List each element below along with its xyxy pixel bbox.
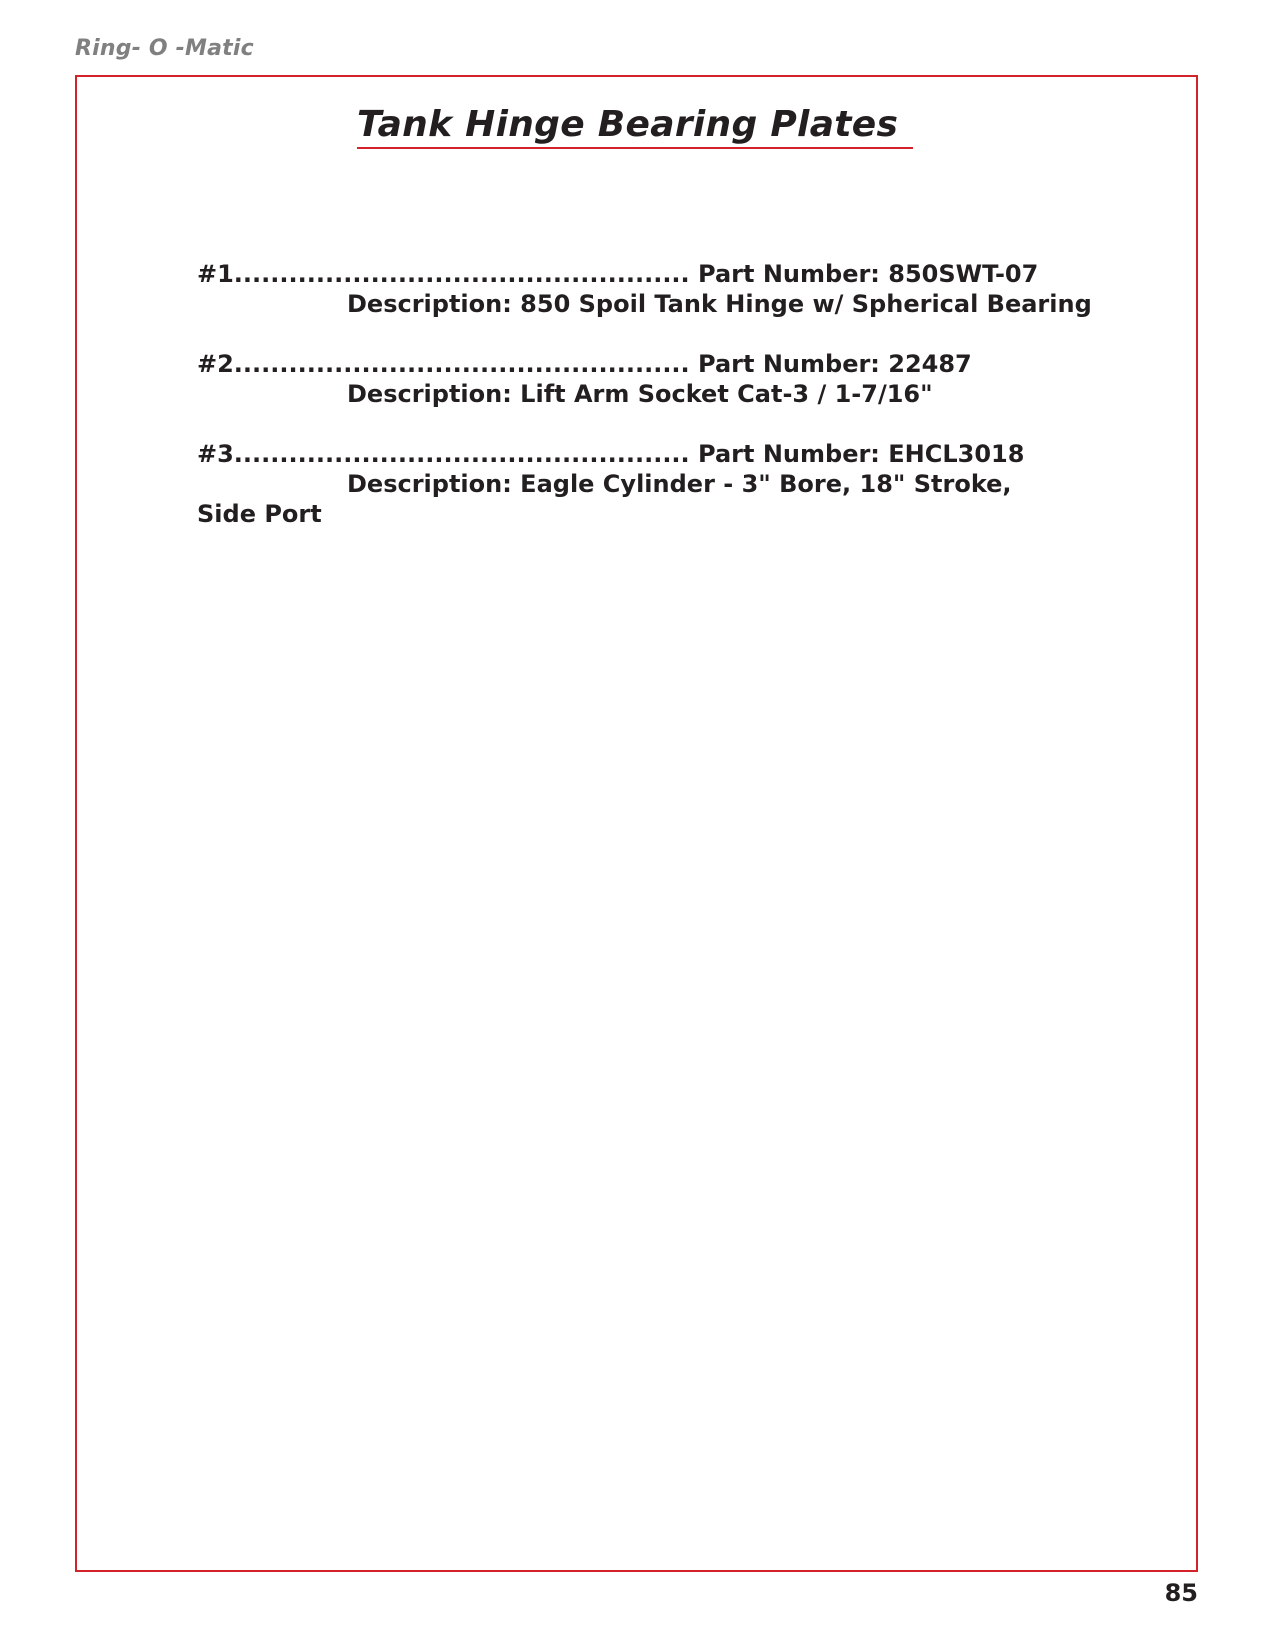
page-number: 85 <box>1164 1579 1198 1607</box>
part-description: Description: Eagle Cylinder - 3" Bore, 18" Stroke, <box>347 470 1012 498</box>
part-description: Description: Lift Arm Socket Cat-3 / 1-7/16" <box>347 380 933 408</box>
parts-list <box>197 259 1157 559</box>
item-leader: #1.................................................. <box>197 260 690 288</box>
part-number: Part Number: 850SWT-07 <box>698 260 1039 288</box>
part-line <box>197 349 1157 379</box>
item-leader: #3.................................................. <box>197 440 690 468</box>
part-line <box>197 259 1157 289</box>
part-entry-1 <box>197 259 1157 319</box>
title-underline <box>357 147 913 149</box>
part-entry-2 <box>197 349 1157 409</box>
part-entry-3 <box>197 439 1157 529</box>
part-number: Part Number: EHCL3018 <box>698 440 1025 468</box>
part-description-continued: Side Port <box>197 500 322 528</box>
brand-header: Ring- O -Matic <box>75 36 254 61</box>
title-block <box>357 100 913 152</box>
part-line <box>197 439 1157 469</box>
page-title: Tank Hinge Bearing Plates <box>357 104 899 145</box>
item-leader: #2.................................................. <box>197 350 690 378</box>
part-description: Description: 850 Spoil Tank Hinge w/ Spherical Bearing <box>347 290 1092 318</box>
part-number: Part Number: 22487 <box>698 350 972 378</box>
